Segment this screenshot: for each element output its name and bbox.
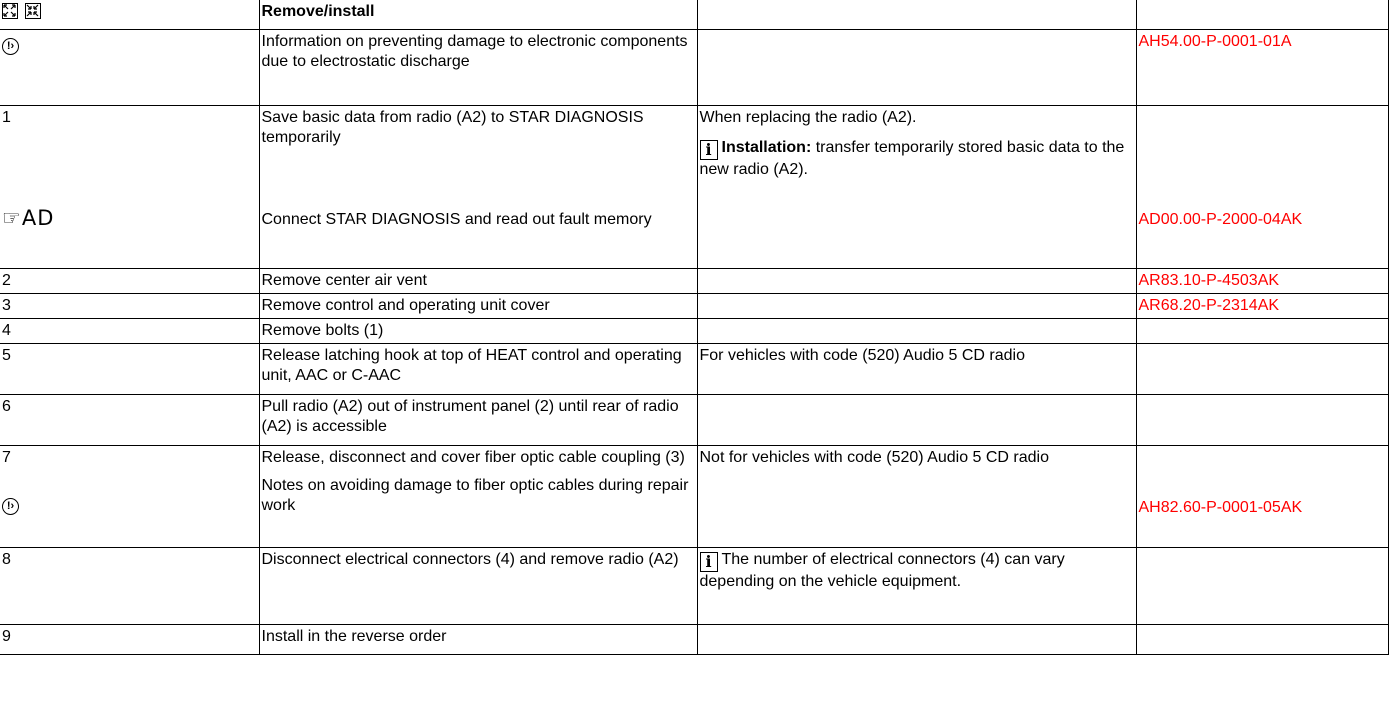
table-row <box>0 394 1388 445</box>
ref-link[interactable]: AR68.20-P-2314AK <box>1138 296 1280 314</box>
note-line: When replacing the radio (A2). <box>699 108 917 126</box>
step-ref-cell <box>1136 318 1388 343</box>
info-label: Installation: <box>721 138 812 156</box>
ref-link[interactable]: AH54.00-P-0001-01A <box>1138 32 1292 50</box>
step-number: 5 <box>0 343 259 394</box>
caution-icon: !› <box>2 38 19 55</box>
info-text: transfer temporarily stored basic data to the new radio (A2). <box>699 138 1125 178</box>
ref-link[interactable]: AR83.10-P-4503AK <box>1138 271 1280 289</box>
step-ref-cell <box>1136 445 1388 547</box>
step-notes <box>697 394 1136 445</box>
sub-step-text: Notes on avoiding damage to fiber optic cables during repair work <box>261 476 689 514</box>
step-text: Information on preventing damage to electronic components due to electrostatic discharge <box>259 29 697 105</box>
ref-link[interactable]: AH82.60-P-0001-05AK <box>1138 498 1303 516</box>
step-text: Remove bolts (1) <box>259 318 697 343</box>
caution-icon: !› <box>2 498 19 515</box>
step-number: 6 <box>0 394 259 445</box>
table-row <box>0 29 1388 105</box>
sub-step-text: Connect STAR DIAGNOSIS and read out fault memory <box>261 210 652 228</box>
table-row <box>0 547 1388 624</box>
step-ref-cell <box>1136 343 1388 394</box>
header-empty-ref <box>1136 0 1388 29</box>
step-text-cell <box>259 445 697 547</box>
step-number: 2 <box>0 268 259 293</box>
step-ref-cell <box>1136 547 1388 624</box>
collapse-icon[interactable] <box>25 3 41 19</box>
step-text: Save basic data from radio (A2) to STAR DIAGNOSIS temporarily <box>261 108 644 146</box>
step-notes <box>697 268 1136 293</box>
step-text: Remove control and operating unit cover <box>259 293 697 318</box>
step-ref-cell <box>1136 268 1388 293</box>
step-number: 4 <box>0 318 259 343</box>
step-ref-cell <box>1136 624 1388 654</box>
ad-label: AD <box>21 205 55 230</box>
table-row <box>0 293 1388 318</box>
header-title: Remove/install <box>259 0 697 29</box>
step-cell <box>0 105 259 268</box>
info-note <box>700 138 1134 180</box>
step-ref-cell <box>1136 394 1388 445</box>
header-empty-notes <box>697 0 1136 29</box>
step-cell <box>0 29 259 105</box>
step-notes <box>697 293 1136 318</box>
step-notes: Not for vehicles with code (520) Audio 5 CD radio <box>697 445 1136 547</box>
step-notes: For vehicles with code (520) Audio 5 CD radio <box>697 343 1136 394</box>
info-icon: i <box>700 140 718 160</box>
star-diagnosis-hand-icon: ☞AD <box>2 205 55 230</box>
step-text: Release, disconnect and cover fiber optic cable coupling (3) <box>261 448 685 466</box>
table-row <box>0 624 1388 654</box>
table-header-row <box>0 0 1388 29</box>
step-number: 1 <box>2 108 11 126</box>
info-text: The number of electrical connectors (4) can vary depending on the vehicle equipment. <box>699 550 1065 590</box>
expand-icon[interactable] <box>2 3 18 19</box>
step-ref-cell <box>1136 105 1388 268</box>
table-row <box>0 445 1388 547</box>
table-row <box>0 318 1388 343</box>
step-text: Disconnect electrical connectors (4) and remove radio (A2) <box>259 547 697 624</box>
table-row <box>0 268 1388 293</box>
step-notes-cell <box>697 547 1136 624</box>
step-text-cell <box>259 105 697 268</box>
step-notes <box>697 624 1136 654</box>
header-icons-cell <box>0 0 259 29</box>
step-number: 8 <box>0 547 259 624</box>
step-notes <box>697 318 1136 343</box>
table-row <box>0 343 1388 394</box>
step-number: 3 <box>0 293 259 318</box>
step-text: Install in the reverse order <box>259 624 697 654</box>
table-row <box>0 105 1388 268</box>
step-text: Remove center air vent <box>259 268 697 293</box>
step-ref-cell <box>1136 293 1388 318</box>
step-cell <box>0 445 259 547</box>
step-ref-cell <box>1136 29 1388 105</box>
step-text: Pull radio (A2) out of instrument panel (2) until rear of radio (A2) is accessible <box>259 394 697 445</box>
ref-link[interactable]: AD00.00-P-2000-04AK <box>1138 210 1303 228</box>
step-text: Release latching hook at top of HEAT control and operating unit, AAC or C-AAC <box>259 343 697 394</box>
step-number: 7 <box>2 448 11 466</box>
step-notes <box>697 105 1136 268</box>
step-number: 9 <box>0 624 259 654</box>
info-icon: i <box>700 552 718 572</box>
step-notes <box>697 29 1136 105</box>
